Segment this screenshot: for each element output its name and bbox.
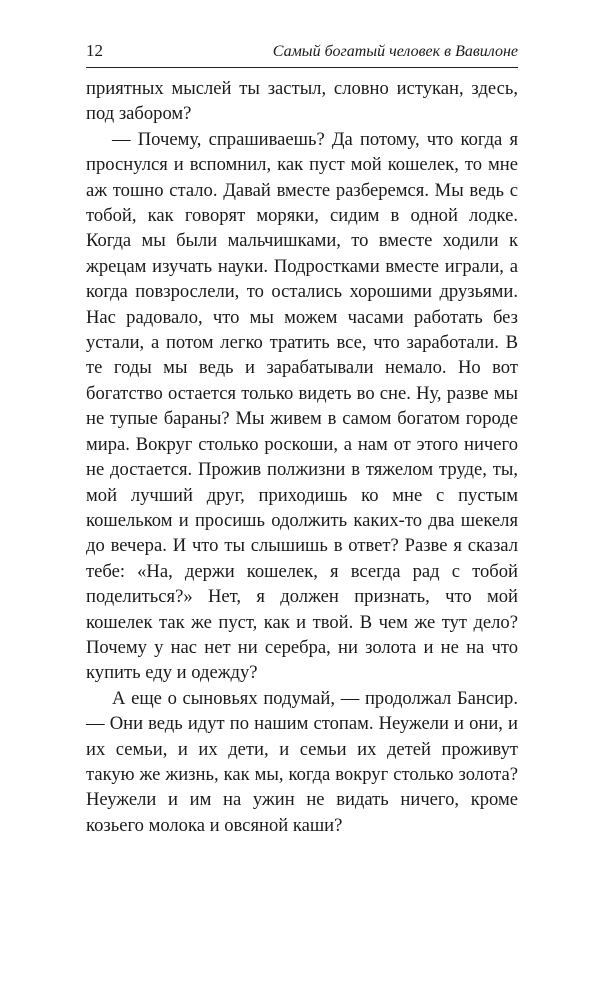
book-page bbox=[86, 40, 518, 838]
running-header bbox=[86, 40, 518, 68]
book-title: Самый богатый человек в Вавилоне bbox=[272, 43, 518, 60]
paragraph-dialogue-continued: А еще о сыновьях подумай, — продолжал Бансир. — Они ведь идут по нашим стопам. Неужели и они, и их семьи, и их дети, и семьи их детей проживут такую же жизнь, как мы, когда вокруг столько золота? Неужели и им на ужин не видать ничего, кроме козьего молока и овсяной каши? bbox=[86, 687, 518, 836]
paragraph-dialogue: — Почему, спрашиваешь? Да потому, что когда я проснулся и вспомнил, как пуст мой кошелек, то мне аж тошно стало. Давай вместе разберемся. Мы ведь с тобой, как говорят моряки, сидим в одной лодке. Когда мы были мальчишками, то вместе ходили к жрецам изучать науки. Подростками вместе играли, а когда повзрослели, то остались хорошими друзьями. Нас радовало, что мы можем часами работать без устали, а потом легко тратить все, что заработали. В те годы мы ведь и зарабатывали немало. Но вот богатство остается только видеть во сне. Ну, разве мы не тупые бараны? Мы живем в самом богатом городе мира. Вокруг столько роскоши, а нам от этого ничего не достается. Прожив полжизни в тяжелом труде, ты, мой лучший друг, приходишь ко мне с пустым кошельком и просишь одолжить каких-то два шекеля до вечера. И что ты слышишь в ответ? Разве я сказал тебе: «На, держи кошелек, я всегда рад с тобой поделиться?» Нет, я должен признать, что мой кошелек так же пуст, как и твой. В чем же тут дело? Почему у нас нет ни серебра, ни золота и не на что купить еду и одежду? bbox=[86, 128, 518, 684]
page-number: 12 bbox=[86, 41, 103, 60]
body-text bbox=[86, 76, 518, 838]
paragraph-continuation: приятных мыслей ты застыл, словно истукан, здесь, под забором? bbox=[86, 78, 518, 125]
